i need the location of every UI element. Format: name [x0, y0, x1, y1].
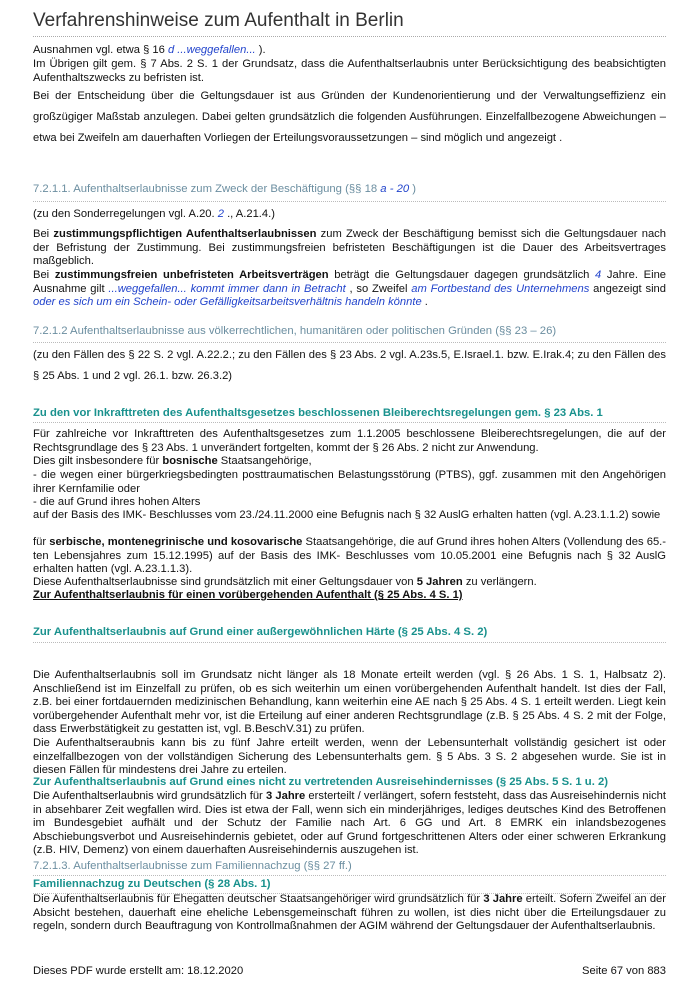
title-divider: [33, 36, 666, 37]
section-reference: (zu den Fällen des § 22 S. 2 vgl. A.22.2.; zu den Fällen des § 23 Abs. 2 vgl. A.23s.5, E.Israel.1. bzw. E.Irak.4; zu den Fällen des § 25 Abs. 1 und 2 vgl. 26.1. bzw. 26.3.2): [33, 349, 666, 382]
paragraph-zustimmungspflichtig: Bei zustimmungspflichtigen Aufenthaltserlaubnissen zum Zweck der Beschäftigung bemisst sich die Geltungsdauer nach der Befristung der Zustimmung. Bei zustimmungsfreien befristeten Beschäftigungen ist die Dauer des Arbeitsvertrages maßgeblich.: [33, 228, 666, 268]
heading-bleiberechtsregelungen: Zu den vor Inkrafttreten des Aufenthaltsgesetzes beschlossenen Bleiberechtsregelungen gem. § 23 Abs. 1: [33, 407, 603, 419]
section-divider: [33, 342, 666, 343]
paragraph-serbische: für serbische, montenegrinische und kosovarische Staatsangehörige, die auf Grund ihres hohen Alters (Vollendung des 65.-ten Lebensjahres zum 15.12.1995) auf der Basis des IMK- Beschlusses vom 10.05.2001 eine Befugnis nach § 32 AuslG erhalten hatten (vgl. A.23.1.1.3).: [33, 536, 667, 576]
section-divider: [33, 875, 666, 876]
link-weggefallen[interactable]: d ...weggefallen...: [167, 44, 256, 56]
paragraph-bosnische: Dies gilt insbesondere für bosnische Staatsangehörige,: [33, 455, 312, 467]
page-title: Verfahrenshinweise zum Aufenthalt in Berlin: [33, 10, 404, 31]
link-voruebergehender-aufenthalt[interactable]: Zur Aufenthaltserlaubnis für einen vorübergehenden Aufenthalt (§ 25 Abs. 4 S. 1): [33, 589, 463, 601]
heading-ausreisehindernis: Zur Aufenthaltserlaubnis auf Grund eines nicht zu vertretenden Ausreisehindernisses (§ 25 Abs. 5 S. 1 u. 2): [33, 776, 609, 788]
section-heading-7-2-1-3: 7.2.1.3. Aufenthaltserlaubnisse zum Familiennachzug (§§ 27 ff.): [33, 860, 352, 872]
section-divider: [33, 201, 666, 202]
link-fortbestand[interactable]: am Fortbestand des Unternehmens: [411, 282, 590, 295]
paragraph-zustimmungsfrei: Bei zustimmungsfreien unbefristeten Arbeitsverträgen beträgt die Geltungsdauer dagegen grundsätzlich 4 Jahre. Eine Ausnahme gilt ...weggefallen... kommt immer dann in Betracht , so Zweifel am Fortbestand des Unternehmens angezeigt sind oder es sich um ein Schein- oder Gefälligkeitsarbeitsverhältnis handeln könnte .: [33, 269, 667, 309]
list-item-ptbs: - die wegen einer bürgerkriegsbedingten posttraumatischen Belastungsstörung (PTBS), ggf. zusammen mit den Angehörigen ihrer Kernfamilie oder: [33, 469, 666, 495]
section-reference: (zu den Sonderregelungen vgl. A.20. 2 ., A.21.4.): [33, 208, 275, 220]
link-scheinarbeitsverhaeltnis[interactable]: oder es sich um ein Schein- oder Gefälligkeitsarbeitsverhältnis handeln könnte: [33, 296, 422, 309]
paragraph-ausreisehindernis: Die Aufenthaltserlaubnis wird grundsätzlich für 3 Jahre ersterteilt / verlängert, sofern feststeht, dass das Ausreisehindernis nicht in absehbarer Zeit wegfallen wird. Dies ist etwa der Fall, wenn sich ein minderjähriges, lediges deutsches Kind des Betroffenen im Bundesgebiet aufhält und der Schutz der Familie nach Art. 6 GG und Art. 8 EMRK ein inlandsbezogenes Abschiebungsverbot und Ausreisehindernis gebietet, oder auf Grund fortgeschrittenen Alters oder einer schweren Erkrankung (z.B. HIV, Demenz) von einem dauerhaften Ausreisehindernis auszugehen ist.: [33, 790, 666, 857]
paragraph-geltungsdauer: Diese Aufenthaltserlaubnisse sind grundsätzlich mit einer Geltungsdauer von 5 Jahren zu verlängern.: [33, 576, 537, 588]
intro-paragraph-2: Im Übrigen gilt gem. § 7 Abs. 2 S. 1 der Grundsatz, dass die Aufenthaltserlaubnis unter Berücksichtigung des beabsichtigten Aufenthaltszwecks zu befristen ist.: [33, 58, 666, 84]
intro-paragraph-1: Ausnahmen vgl. etwa § 16 d ...weggefallen... ).: [33, 44, 266, 56]
list-item-alter: - die auf Grund ihres hohen Alters: [33, 496, 201, 508]
paragraph-ehegatten: Die Aufenthaltserlaubnis für Ehegatten deutscher Staatsangehöriger wird grundsätzlich für 3 Jahre erteilt. Sofern Zweifel an der Absicht bestehen, dauerhaft eine eheliche Lebensgemeinschaft führen zu wollen, ist dies nicht über die Erteilungsdauer zu regeln, sondern durch Beauftragung von Kontrollmaßnahmen der AGIM während der Geltungsdauer der Aufenthaltserlaubnis.: [33, 893, 666, 933]
footer-created-date: Dieses PDF wurde erstellt am: 18.12.2020: [33, 965, 244, 977]
footer-page-number: Seite 67 von 883: [582, 965, 666, 977]
section-divider: [33, 422, 666, 423]
link-a20-2[interactable]: 2: [217, 208, 224, 220]
intro-paragraph-3: Bei der Entscheidung über die Geltungsdauer ist aus Gründen der Kundenorientierung und der Verwaltungseffizienz ein großzügiger Maßstab anzulegen. Dabei gelten grundsätzlich die folgenden Ausführungen. Einzelfallbezogene Abweichungen – etwa bei Zweifeln am dauerhaften Vorliegen der Erteilungsvoraussetzungen – sind möglich und angezeigt .: [33, 90, 666, 144]
link-18a-20[interactable]: a - 20: [380, 183, 410, 195]
section-heading-7-2-1-2: 7.2.1.2 Aufenthaltserlaubnisse aus völkerrechtlichen, humanitären oder politischen Gründen (§§ 23 – 26): [33, 325, 557, 337]
section-heading-7-2-1-1: 7.2.1.1. Aufenthaltserlaubnisse zum Zweck der Beschäftigung (§§ 18 a - 20 ): [33, 183, 417, 195]
paragraph-bleiberecht: Für zahlreiche vor Inkrafttreten des Aufenthaltsgesetzes zum 1.1.2005 beschlossene Bleiberechtsregelungen, die auf der Rechtsgrundlage des § 23 Abs. 1 unverändert fortgelten, kommt der § 26 Abs. 2 nicht zur Anwendung.: [33, 428, 666, 454]
paragraph-18-monate: Die Aufenthaltserlaubnis soll im Grundsatz nicht länger als 18 Monate erteilt werden (vgl. § 26 Abs. 1 S. 1, Halbsatz 2). Anschließend ist im Einzelfall zu prüfen, ob es sich weiterhin um einen vorübergehenden Aufenthalt handelt. Ist dies der Fall, z.B. bei einer fortdauernden medizinischen Behandlung, kann weiterhin eine AE nach § 25 Abs. 4 S. 1 erteilt werden. Liegt kein vorübergehender Aufenthalt mehr vor, ist die Erteilung auf einer anderen Rechtsgrundlage (z.B. § 25 Abs. 4 S. 2 mit der Folge, dass Erwerbstätigkeit zu gestatten ist, vgl. B.BeschV.31) zu prüfen.: [33, 669, 666, 736]
section-divider: [33, 642, 666, 643]
heading-familiennachzug-deutsche: Familiennachzug zu Deutschen (§ 28 Abs. 1): [33, 878, 271, 890]
link-weggefallen-betracht[interactable]: ...weggefallen... kommt immer dann in Betracht: [108, 282, 346, 295]
heading-aussergewoehnliche-haerte: Zur Aufenthaltserlaubnis auf Grund einer außergewöhnlichen Härte (§ 25 Abs. 4 S. 2): [33, 626, 488, 638]
paragraph-fuenf-jahre: Die Aufenthaltseraubnis kann bis zu fünf Jahre erteilt werden, wenn der Lebensunterhalt vollständig gesichert ist oder einzelfallbezogen von der vollständigen Sicherung des Lebensunterhalts gem. § 5 Abs. 3 S. 2 abgesehen wurde. Sie ist in diesen Fällen für mindestens drei Jahre zu erteilen.: [33, 737, 666, 777]
paragraph-imk-2000: auf der Basis des IMK- Beschlusses vom 23./24.11.2000 eine Befugnis nach § 32 AuslG erhalten hatten (vgl. A.23.1.1.2) sowie: [33, 509, 661, 521]
